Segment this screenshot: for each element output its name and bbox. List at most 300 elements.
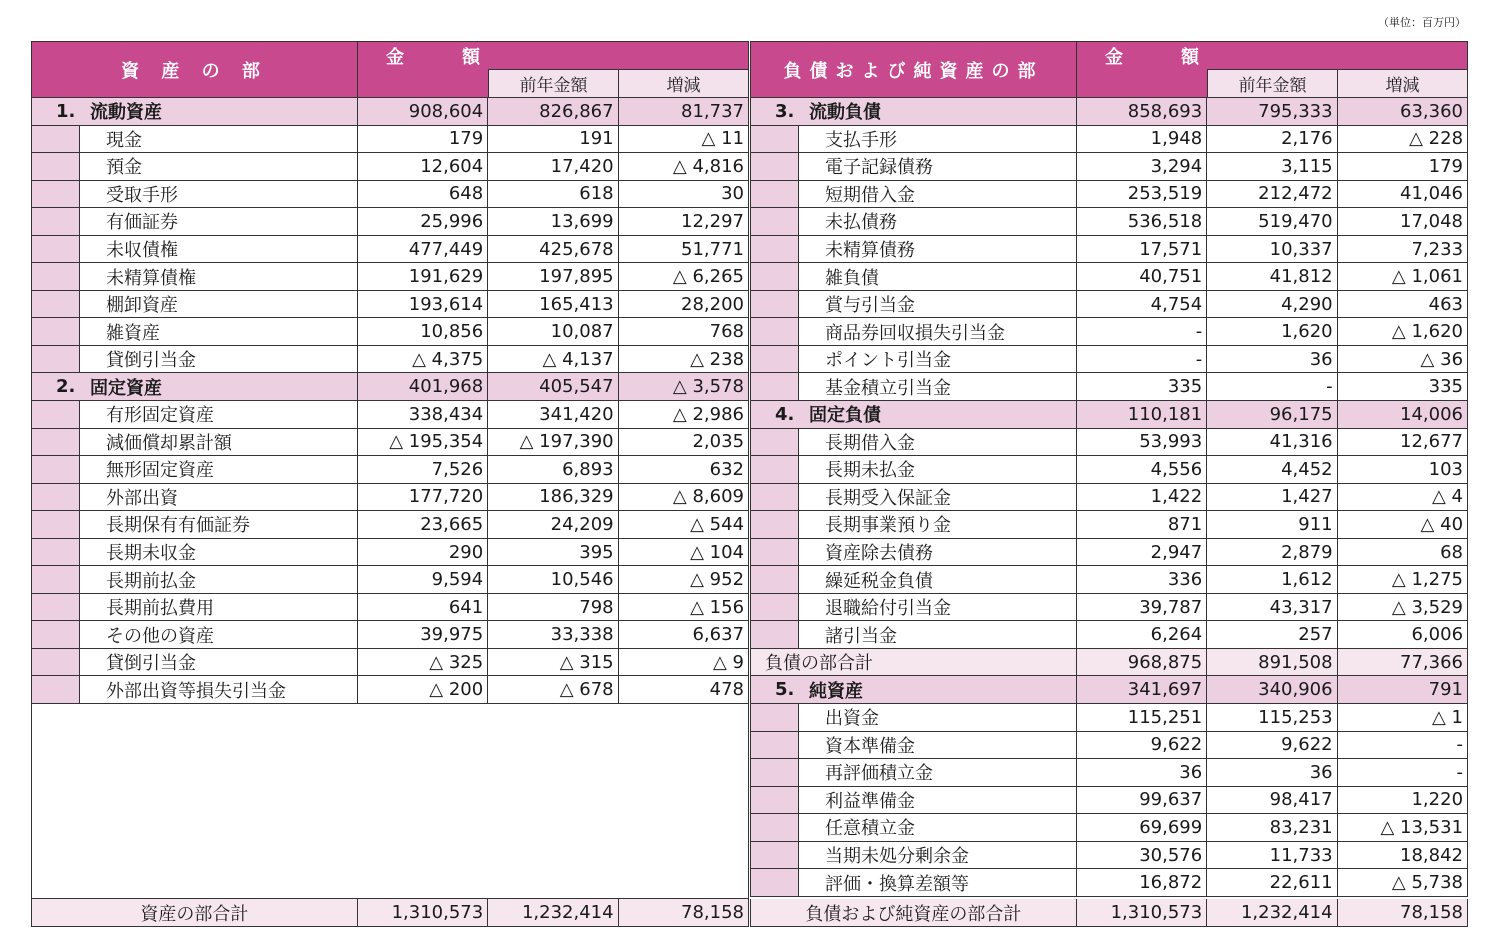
liabilities-header [750,41,1468,98]
item-row [31,346,749,374]
label-text: 貸倒引当金 [106,653,196,675]
item-row [750,732,1468,760]
item-row-label [31,511,358,538]
change-value: △ 3,578 [619,373,749,400]
item-row [31,676,749,704]
label-text: 任意積立金 [825,818,915,840]
change-value: - [1338,759,1468,786]
item-row-label [750,346,1077,373]
item-row-label [31,346,358,373]
divider [748,41,749,927]
item-row [31,263,749,291]
prev-year-value: 4,452 [1207,456,1337,483]
item-row [31,291,749,319]
item-row-label [750,566,1077,593]
item-row [750,208,1468,236]
amount-value: 641 [358,594,488,621]
change-value: △ 4 [1338,484,1468,511]
prev-year-value: 11,733 [1207,842,1337,869]
section-row-label [31,98,358,125]
prev-year-value: 36 [1207,759,1337,786]
label-text: 有形固定資産 [106,405,214,427]
prev-year-value: 41,812 [1207,263,1337,290]
change-value: 14,006 [1338,401,1468,428]
amount-value: 1,948 [1077,126,1207,153]
item-row [31,539,749,567]
item-row [750,869,1468,897]
item-row-label [31,318,358,345]
section-row [31,373,749,401]
label-text: 棚卸資産 [106,295,178,317]
label-text: 支払手形 [825,129,897,151]
label-text: 電子記録債務 [825,157,933,179]
item-row-label [750,181,1077,208]
item-row [31,511,749,539]
prev-year-value: 96,175 [1207,401,1337,428]
item-row-label [31,126,358,153]
item-row [750,126,1468,154]
item-row [31,566,749,594]
prev-year-header: 前年金額 [1207,69,1338,98]
prev-year-value: 2,176 [1207,126,1337,153]
change-value: △ 1,620 [1338,318,1468,345]
amount-header: 金 額 [357,41,749,70]
section-row [31,98,749,126]
item-row-label [750,511,1077,538]
label-text: 預金 [106,157,142,179]
amount-value: 1,310,573 [1077,899,1207,926]
prev-year-value: 395 [488,539,618,566]
item-row-label [750,291,1077,318]
item-row-label [750,263,1077,290]
prev-year-value: 10,546 [488,566,618,593]
label-text: 流動資産 [90,102,162,124]
label-text: ポイント引当金 [825,350,951,372]
item-row [31,126,749,154]
amount-value: △ 200 [358,676,488,703]
item-row-label [750,621,1077,648]
prev-year-value: △ 197,390 [488,429,618,456]
prev-year-value: 798 [488,594,618,621]
label-text: 長期未収金 [106,543,196,565]
amount-value: - [1077,318,1207,345]
item-row [750,153,1468,181]
label-text: 外部出資等損失引当金 [106,680,286,702]
item-row-label [750,759,1077,786]
prev-year-value: 17,420 [488,153,618,180]
label-text: 再評価積立金 [825,763,933,785]
item-row [31,429,749,457]
change-value: 51,771 [619,236,749,263]
change-value: 68 [1338,539,1468,566]
label-text: 長期事業預り金 [825,515,951,537]
section-number: 3. [775,100,795,122]
amount-value: 177,720 [358,484,488,511]
change-value: △ 36 [1338,346,1468,373]
section-row-label [31,373,358,400]
item-row-label [750,318,1077,345]
prev-year-value: 618 [488,181,618,208]
item-row [750,236,1468,264]
change-value: 17,048 [1338,208,1468,235]
total-row [750,899,1468,927]
amount-value: 110,181 [1077,401,1207,428]
prev-year-value: 425,678 [488,236,618,263]
change-value: 1,220 [1338,787,1468,814]
change-value: 103 [1338,456,1468,483]
item-row-label [31,401,358,428]
prev-year-value: 22,611 [1207,869,1337,896]
prev-year-value: 4,290 [1207,291,1337,318]
prev-year-value: 1,232,414 [1207,899,1337,926]
total-row-label [750,899,1077,926]
change-value: 2,035 [619,429,749,456]
amount-value: 16,872 [1077,869,1207,896]
label-text: 貸倒引当金 [106,350,196,372]
prev-year-header: 前年金額 [488,69,619,98]
label-text: 固定負債 [809,405,881,427]
label-text: 長期未払金 [825,460,915,482]
change-value: 463 [1338,291,1468,318]
item-row [750,484,1468,512]
item-row-label [750,842,1077,869]
change-value: - [1338,732,1468,759]
item-row [31,649,749,677]
subtotal-row [750,649,1468,677]
change-value: △ 9 [619,649,749,676]
amount-value: 12,604 [358,153,488,180]
prev-year-value: △ 4,137 [488,346,618,373]
section-number: 4. [775,403,795,425]
prev-year-value: 83,231 [1207,814,1337,841]
prev-year-value: 891,508 [1207,649,1337,676]
liabilities-side [750,41,1468,927]
item-row [750,759,1468,787]
item-row [750,181,1468,209]
change-value: 81,737 [619,98,749,125]
prev-year-value: 2,879 [1207,539,1337,566]
change-value: 6,006 [1338,621,1468,648]
item-row-label [31,236,358,263]
amount-value: △ 325 [358,649,488,676]
amount-value: 193,614 [358,291,488,318]
amount-header-fill [1076,69,1208,98]
change-value: △ 952 [619,566,749,593]
prev-year-value: 10,337 [1207,236,1337,263]
change-value: △ 6,265 [619,263,749,290]
change-value: △ 1,275 [1338,566,1468,593]
balance-sheet [31,41,1468,927]
item-row [31,401,749,429]
amount-value: 335 [1077,373,1207,400]
liabilities-rows [750,98,1468,897]
item-row-label [750,429,1077,456]
amount-value: 6,264 [1077,621,1207,648]
item-row-label [31,484,358,511]
item-row [31,621,749,649]
prev-year-value: 98,417 [1207,787,1337,814]
item-row-label [31,621,358,648]
amount-value: 23,665 [358,511,488,538]
prev-year-value: 3,115 [1207,153,1337,180]
item-row-label [31,676,358,703]
change-value: 478 [619,676,749,703]
change-header: 増減 [618,69,749,98]
item-row [750,842,1468,870]
unit-label: （単位：百万円） [1378,16,1466,29]
prev-year-value: 13,699 [488,208,618,235]
change-value: △ 228 [1338,126,1468,153]
section-row-label [750,401,1077,428]
change-value: △ 11 [619,126,749,153]
section-row [750,401,1468,429]
item-row [750,373,1468,401]
label-text: 長期前払費用 [106,598,214,620]
item-row-label [31,429,358,456]
change-value: △ 8,609 [619,484,749,511]
amount-value: - [1077,346,1207,373]
section-number: 5. [775,679,795,701]
item-row-label [750,869,1077,896]
prev-year-value: 115,253 [1207,704,1337,731]
item-row [31,318,749,346]
item-row [750,346,1468,374]
amount-value: 968,875 [1077,649,1207,676]
label-text: 長期受入保証金 [825,487,951,509]
amount-value: 336 [1077,566,1207,593]
amount-value: 39,975 [358,621,488,648]
label-text: 有価証券 [106,212,178,234]
prev-year-value: 197,895 [488,263,618,290]
prev-year-value: 257 [1207,621,1337,648]
label-text: 退職給付引当金 [825,598,951,620]
item-row-label [31,263,358,290]
prev-year-value: 10,087 [488,318,618,345]
item-row-label [750,126,1077,153]
section-number: 2. [56,376,76,398]
total-row [31,899,749,927]
section-row-label [750,98,1077,125]
label-text: 繰延税金負債 [825,570,933,592]
item-row [31,208,749,236]
amount-value: 1,310,573 [358,899,488,926]
prev-year-value: 41,316 [1207,429,1337,456]
prev-year-value: 9,622 [1207,732,1337,759]
prev-year-value: 405,547 [488,373,618,400]
label-text: 未精算債務 [825,240,915,261]
prev-year-value: 6,893 [488,456,618,483]
item-row-label [750,456,1077,483]
amount-value: 648 [358,181,488,208]
amount-value: 53,993 [1077,429,1207,456]
item-row-label [31,291,358,318]
prev-year-value: △ 315 [488,649,618,676]
change-value: △ 238 [619,346,749,373]
label-text: 純資産 [809,680,863,702]
amount-value: 908,604 [358,98,488,125]
label-text: 未収債権 [106,240,178,261]
change-value: 791 [1338,676,1468,703]
label-text: 長期前払金 [106,570,196,592]
change-header: 増減 [1337,69,1468,98]
change-value: △ 4,816 [619,153,749,180]
item-row-label [750,594,1077,621]
label-text: 当期未処分剰余金 [825,846,969,868]
section-row [750,676,1468,704]
item-row-label [31,649,358,676]
item-row [750,814,1468,842]
item-row-label [750,704,1077,731]
label-text: 資産除去債務 [825,543,933,565]
prev-year-value: 826,867 [488,98,618,125]
prev-year-value: 911 [1207,511,1337,538]
item-row [750,594,1468,622]
prev-year-value: 340,906 [1207,676,1337,703]
amount-value: 338,434 [358,401,488,428]
prev-year-value: - [1207,373,1337,400]
item-row-label [31,456,358,483]
amount-value: 9,594 [358,566,488,593]
item-row-label [750,787,1077,814]
assets-header [31,41,749,98]
label-text: 出資金 [825,708,879,730]
label-text: 未精算債権 [106,267,196,289]
label-text: 固定資産 [90,377,162,399]
amount-value: 30,576 [1077,842,1207,869]
item-row-label [750,153,1077,180]
label-text: 長期保有有価証券 [106,515,250,537]
change-value: 41,046 [1338,181,1468,208]
item-row [31,594,749,622]
label-text: 外部出資 [106,487,178,509]
item-row-label [31,594,358,621]
item-row [750,429,1468,457]
change-value: 335 [1338,373,1468,400]
change-value: △ 156 [619,594,749,621]
item-row-label [31,153,358,180]
label-text: 未払債務 [825,212,897,234]
prev-year-value: 36 [1207,346,1337,373]
amount-value: 9,622 [1077,732,1207,759]
item-row-label [750,484,1077,511]
change-value: 12,297 [619,208,749,235]
amount-value: 99,637 [1077,787,1207,814]
change-value: 768 [619,318,749,345]
amount-value: 25,996 [358,208,488,235]
amount-value: 7,526 [358,456,488,483]
change-value: 30 [619,181,749,208]
item-row [750,539,1468,567]
change-value: △ 544 [619,511,749,538]
change-value: △ 3,529 [1338,594,1468,621]
item-row [750,456,1468,484]
item-row-label [750,373,1077,400]
change-value: 632 [619,456,749,483]
change-value: △ 104 [619,539,749,566]
label-text: 短期借入金 [825,184,915,206]
item-row-label [31,566,358,593]
item-row-label [31,539,358,566]
label-text: 基金積立引当金 [825,377,951,399]
assets-title: 資 産 の 部 [31,41,358,98]
label-text: 雑負債 [825,267,879,289]
item-row [750,621,1468,649]
subtotal-row-label [750,649,1077,676]
assets-total-row [31,899,749,927]
change-value: 6,637 [619,621,749,648]
liabilities-title: 負債および純資産の部 [750,41,1077,98]
amount-value: 290 [358,539,488,566]
section-number: 1. [56,100,76,122]
label-text: 商品券回収損失引当金 [825,322,1005,344]
change-value: △ 13,531 [1338,814,1468,841]
amount-value: 4,754 [1077,291,1207,318]
amount-value: 253,519 [1077,181,1207,208]
prev-year-value: 519,470 [1207,208,1337,235]
change-value: △ 40 [1338,511,1468,538]
change-value: △ 2,986 [619,401,749,428]
liabilities-total-row [750,899,1468,927]
label-text: 諸引当金 [825,625,897,647]
prev-year-value: 212,472 [1207,181,1337,208]
amount-value: 871 [1077,511,1207,538]
item-row [750,318,1468,346]
label-text: 資産の部合計 [140,903,249,925]
change-value: △ 5,738 [1338,869,1468,896]
change-value: 78,158 [619,899,749,926]
item-row-label [750,732,1077,759]
item-row [31,181,749,209]
amount-value: 341,697 [1077,676,1207,703]
change-value: △ 1,061 [1338,263,1468,290]
item-row [750,263,1468,291]
label-text: 利益準備金 [825,790,915,812]
change-value: 7,233 [1338,236,1468,263]
assets-rows [31,98,749,704]
amount-header: 金 額 [1076,41,1468,70]
label-text: 無形固定資産 [106,460,214,482]
label-text: 負債の部合計 [765,653,873,675]
item-row-label [750,208,1077,235]
section-row-label [750,676,1077,703]
amount-value: 2,947 [1077,539,1207,566]
amount-value: △ 4,375 [358,346,488,373]
section-row [750,98,1468,126]
amount-value: 69,699 [1077,814,1207,841]
change-value: 179 [1338,153,1468,180]
prev-year-value: 186,329 [488,484,618,511]
amount-value: 39,787 [1077,594,1207,621]
prev-year-value: 1,620 [1207,318,1337,345]
item-row-label [750,814,1077,841]
amount-value: 40,751 [1077,263,1207,290]
change-value: 18,842 [1338,842,1468,869]
amount-value: 10,856 [358,318,488,345]
label-text: 流動負債 [809,102,881,124]
label-text: 資本準備金 [825,735,915,757]
label-text: 長期借入金 [825,432,915,454]
change-value: 78,158 [1338,899,1468,926]
amount-value: 858,693 [1077,98,1207,125]
amount-value: 401,968 [358,373,488,400]
change-value: 28,200 [619,291,749,318]
amount-value: 36 [1077,759,1207,786]
label-text: その他の資産 [106,625,214,647]
item-row [31,153,749,181]
prev-year-value: 1,427 [1207,484,1337,511]
prev-year-value: 1,612 [1207,566,1337,593]
assets-blank-area [31,704,749,899]
